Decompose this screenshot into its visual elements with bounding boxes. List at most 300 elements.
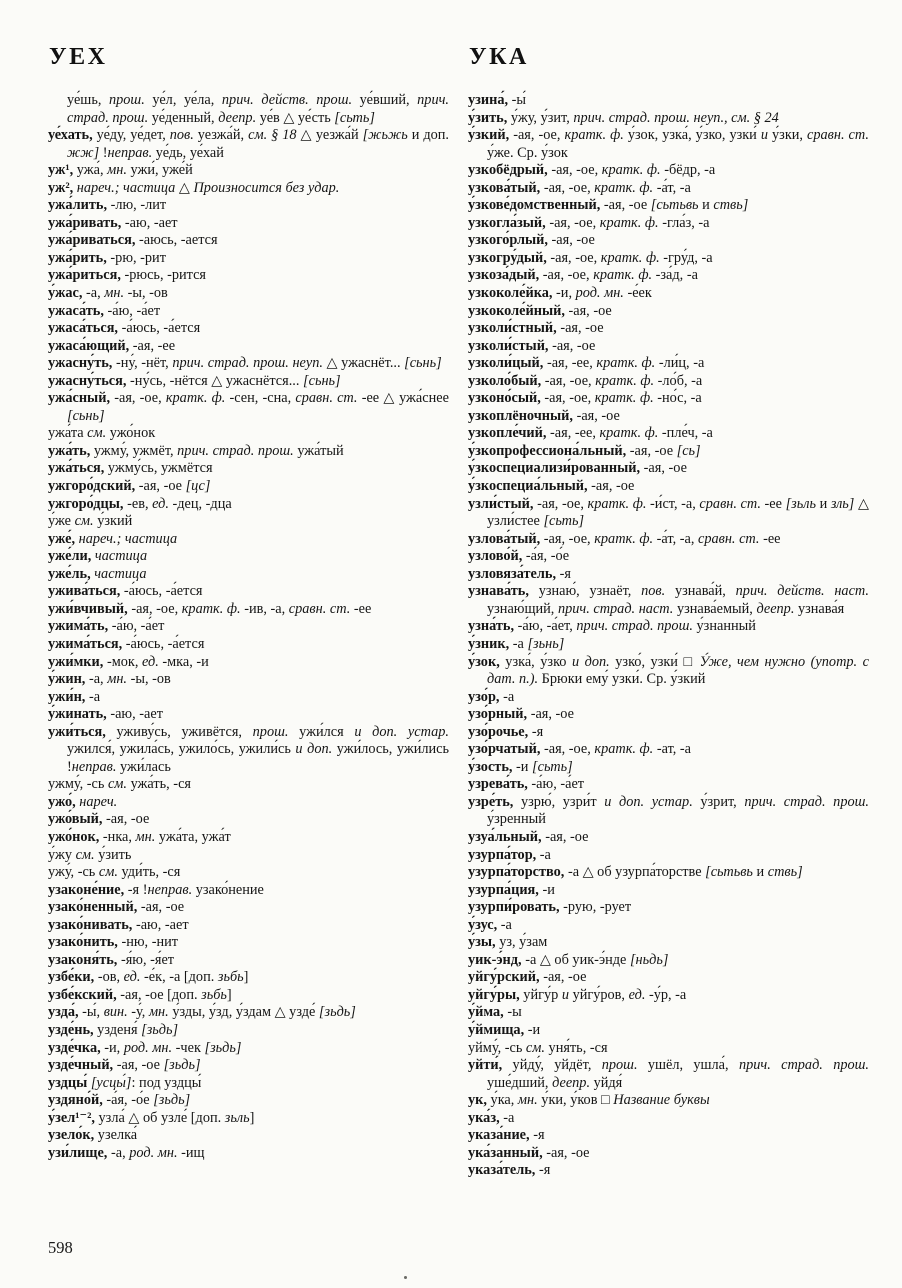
entry-text: ужу́, -сь	[48, 864, 99, 881]
dictionary-entry	[48, 180, 449, 198]
entry-text: пов.	[641, 583, 675, 600]
dictionary-entry	[468, 759, 869, 777]
dictionary-entry	[48, 92, 449, 127]
headword: у́зкове́домственный,	[468, 197, 604, 214]
dictionary-entry	[48, 917, 449, 935]
dictionary-entry	[468, 92, 869, 110]
dictionary-entry	[48, 899, 449, 917]
headword: узкобёдрый,	[468, 162, 552, 179]
headword: ужа́ться,	[48, 460, 108, 477]
entry-text: -и,	[104, 1039, 124, 1056]
running-head-left: УЕХ	[49, 44, 108, 70]
dictionary-entry	[48, 811, 449, 829]
dictionary-entry	[48, 776, 449, 794]
dictionary-entry	[468, 794, 869, 829]
entry-text: у́же. Ср. у́зок	[487, 144, 568, 161]
entry-text: ужи́лось, ужи́лись !	[67, 741, 449, 775]
dictionary-entry	[468, 355, 869, 373]
entry-text: прош.	[833, 793, 869, 810]
entry-text: уйду́, уйдёт,	[512, 1057, 602, 1074]
entry-text: кратк. ф.	[564, 127, 628, 144]
entry-text: мн.	[148, 1004, 173, 1021]
headword: узако́ненный,	[48, 899, 141, 916]
dictionary-entry	[48, 987, 449, 1005]
dictionary-entry	[48, 285, 449, 303]
entry-text: ужму́, -сь	[48, 776, 108, 793]
entry-text: мн.	[107, 671, 131, 688]
headword: ужи́мки,	[48, 653, 107, 670]
dictionary-entry	[48, 601, 449, 619]
dictionary-entry	[468, 566, 869, 584]
entry-text: -ая, -ое,	[543, 179, 595, 196]
entry-text: узнава́емый,	[676, 600, 757, 617]
entry-text: уйдя́	[593, 1074, 623, 1091]
entry-text: прич. страд. прош. неуп., см. § 24	[573, 109, 779, 126]
entry-text: -бёдр, -а	[664, 162, 716, 179]
entry-text: -аю, -ает	[124, 214, 178, 231]
dictionary-entry	[468, 1127, 869, 1145]
headword: уже́,	[48, 530, 79, 547]
entry-text: у́зки,	[772, 127, 808, 144]
dictionary-entry	[48, 1004, 449, 1022]
entry-text: уе́ду, уе́дет,	[96, 127, 170, 144]
dictionary-entry	[468, 724, 869, 742]
dictionary-entry	[48, 496, 449, 514]
entry-text: ужа́та, ужа́т	[158, 828, 231, 845]
entry-text: уня́ть, -ся	[548, 1039, 608, 1056]
entry-text: -я	[531, 723, 544, 740]
dictionary-entry	[48, 689, 449, 707]
entry-text: см.	[525, 1039, 549, 1056]
entry-text: узнаю́щий,	[487, 600, 558, 617]
entry-text: прич. действ. наст.	[735, 583, 869, 600]
headword: у́йма,	[468, 1004, 508, 1021]
dictionary-entry	[468, 741, 869, 759]
headword: ужи́н,	[48, 688, 89, 705]
entry-text: ужо́нок	[109, 425, 156, 442]
entry-text: и	[819, 495, 831, 512]
entry-text: -ая, -ое	[629, 442, 677, 459]
dictionary-entry	[468, 987, 869, 1005]
entry-text: -ая, -ое,	[544, 390, 595, 407]
entry-text: -ая, -ое	[568, 302, 612, 319]
entry-text: -ая, -ое	[530, 706, 574, 723]
headword: узнава́ть,	[468, 583, 539, 600]
headword: у́жинать,	[48, 706, 111, 723]
entry-text: и доп.	[411, 127, 450, 144]
entry-text: и доп.	[295, 741, 337, 758]
headword: у́жас,	[48, 285, 86, 302]
headword: ужаса́ть,	[48, 302, 108, 319]
entry-text: ужи́лась	[120, 758, 171, 775]
entry-text: -а́ю, -а́ет	[107, 302, 161, 319]
entry-text: кратк. ф.	[595, 372, 658, 389]
entry-text: -я	[559, 565, 571, 582]
dictionary-entry	[48, 1057, 449, 1075]
entry-text: -ая, -ое [доп.	[120, 986, 202, 1003]
headword: узаконе́ние,	[48, 881, 128, 898]
entry-text: -ая, -ое,	[544, 372, 596, 389]
entry-text: у́знанный	[696, 618, 756, 635]
entry-text: уйгу́ров,	[572, 986, 629, 1003]
entry-text: -ая, -ое,	[551, 162, 602, 179]
dictionary-entry	[468, 1004, 869, 1022]
entry-text: -ая, -ое	[116, 1057, 164, 1074]
entry-text: [жьжь	[362, 127, 412, 144]
headword: у́зок,	[468, 653, 506, 670]
entry-text: -сен, -сна,	[229, 390, 296, 407]
entry-text: [зьдь]	[318, 1004, 356, 1021]
running-head-right: УКА	[469, 44, 529, 70]
entry-text: -ив, -а,	[244, 600, 289, 617]
dictionary-entry	[468, 1057, 869, 1092]
entry-text: -рюсь, -рится	[124, 267, 206, 284]
dictionary-entry	[48, 373, 449, 391]
entry-text: -ая, -ое,	[537, 495, 588, 512]
entry-text: [зьдь]	[204, 1039, 242, 1056]
entry-text: мн.	[517, 1092, 542, 1109]
headword: уик-э́нд,	[468, 951, 526, 968]
entry-text: -а △ об уик-э́нде	[525, 951, 630, 968]
entry-text: [сьть]	[543, 513, 585, 530]
entry-text: -ее △ ужа́снее	[361, 390, 449, 407]
entry-text: кратк. ф.	[165, 390, 230, 407]
entry-text: вин.	[103, 1004, 132, 1021]
entry-text: -ая, -ое,	[543, 741, 595, 758]
dictionary-entry	[468, 110, 869, 128]
entry-text: узнаю́, узнаёт,	[538, 583, 642, 600]
headword: узаконя́ть,	[48, 951, 121, 968]
entry-text: род. мн.	[575, 285, 628, 302]
dictionary-entry	[48, 303, 449, 321]
entry-text: прош.	[108, 92, 153, 108]
entry-text: -ая, -ое,	[131, 600, 182, 617]
headword: узкоплёночный,	[468, 407, 577, 424]
dictionary-entry	[48, 338, 449, 356]
entry-text: у́зрит,	[700, 793, 745, 810]
entry-text: и	[561, 986, 573, 1003]
entry-text: сравн. ст.	[288, 600, 354, 617]
headword: узбе́ки,	[48, 969, 98, 986]
entry-text: у́зок, узка́, у́зко, узки́	[627, 127, 761, 144]
entry-text: -ищ	[181, 1144, 205, 1161]
right-column	[468, 92, 869, 1180]
headword: у́зы,	[468, 934, 500, 951]
entry-text: [сьть]	[334, 109, 375, 126]
entry-text: неправ.	[147, 881, 196, 898]
entry-text: -я	[538, 1162, 551, 1179]
entry-text: ]	[226, 986, 232, 1003]
headword: узконо́сый,	[468, 390, 545, 407]
dictionary-entry	[468, 303, 869, 321]
entry-text: -лю, -лит	[110, 197, 167, 214]
headword: ужа́лить,	[48, 197, 111, 214]
dictionary-entry	[48, 1022, 449, 1040]
entry-text: уз, у́зам	[499, 934, 548, 951]
headword: ужгоро́дский,	[48, 478, 139, 495]
headword: у́зкопрофессиона́льный,	[468, 442, 630, 459]
dictionary-entry	[468, 267, 869, 285]
dictionary-entry	[48, 531, 449, 549]
headword: узако́нивать,	[48, 916, 136, 933]
dictionary-entry	[48, 390, 449, 425]
entry-text: -ая, -ое	[591, 478, 635, 495]
dictionary-entry	[468, 548, 869, 566]
dictionary-entry	[468, 478, 869, 496]
entry-text: кратк. ф.	[599, 425, 662, 442]
entry-text: -а,	[110, 1144, 130, 1161]
headword: ужасну́ть,	[48, 355, 116, 372]
entry-text: -ая, -ое,	[550, 249, 601, 266]
headword: указа́тель,	[468, 1162, 539, 1179]
entry-text: -ли́ц, -а	[658, 355, 705, 372]
entry-text: -ы	[507, 1004, 522, 1021]
headword: узда́,	[48, 1004, 83, 1021]
entry-text: -гру́д, -а	[663, 249, 713, 266]
headword: уздцы́	[48, 1074, 91, 1091]
entry-text: и	[756, 864, 768, 881]
entry-text: [цс]	[185, 478, 211, 495]
dictionary-entry	[468, 127, 869, 162]
dictionary-entry	[468, 460, 869, 478]
headword: уж²,	[48, 179, 77, 196]
headword: узколи́стый,	[468, 337, 553, 354]
dictionary-entry	[468, 952, 869, 970]
entry-text: нареч.; частица	[78, 530, 178, 547]
entry-text: ужа́ть, -ся	[130, 776, 191, 793]
entry-text: [зьдь]	[141, 1021, 179, 1038]
entry-text: -а́юсь, -а́ется	[121, 320, 201, 337]
entry-text: род. мн.	[129, 1144, 182, 1161]
dictionary-entry	[468, 1162, 869, 1180]
entry-text: узко́, узки́ □	[615, 653, 700, 670]
headword: узловяза́тель,	[468, 565, 560, 582]
headword: ужо́вый,	[48, 811, 107, 828]
entry-text: и доп. устар.	[604, 793, 701, 810]
dictionary-entry	[468, 338, 869, 356]
entry-text: ужму́сь, ужмётся	[107, 460, 213, 477]
entry-text: узденя́	[97, 1021, 142, 1038]
entry-text: уе́дь, уе́хай	[155, 144, 224, 161]
dictionary-entry	[48, 1145, 449, 1163]
dictionary-entry	[48, 320, 449, 338]
entry-text: кратк. ф.	[596, 355, 659, 372]
entry-text: -а,	[88, 671, 108, 688]
entry-text: уе́в △ уе́сть	[259, 109, 335, 126]
entry-text: ед.	[142, 653, 163, 670]
entry-text: ед.	[628, 986, 649, 1003]
entry-text: узка́, у́зко	[505, 653, 572, 670]
dictionary-entry	[468, 864, 869, 882]
dictionary-entry	[468, 425, 869, 443]
entry-text: ед.	[123, 969, 145, 986]
headword: узо́рочье,	[468, 723, 532, 740]
entry-text: -нка,	[102, 828, 136, 845]
headword: узо́рчатый,	[468, 741, 544, 758]
headword: ужо́нок,	[48, 828, 103, 845]
entry-text: -ая, -ое,	[114, 390, 166, 407]
headword: узурпа́торство,	[468, 864, 568, 881]
entry-text: -а	[512, 635, 528, 652]
entry-text: сравн. ст.	[699, 495, 765, 512]
dictionary-entry	[48, 882, 449, 900]
headword: узколи́цый,	[468, 355, 547, 372]
entry-text: см. § 18	[248, 127, 301, 144]
entry-text: [сьть]	[532, 758, 573, 775]
headword: уже́ли,	[48, 548, 95, 565]
headword: узна́ть,	[468, 618, 518, 635]
entry-text: -ы́,	[82, 1004, 104, 1021]
headword: уйти́,	[468, 1057, 513, 1074]
headword: узкова́тый,	[468, 179, 544, 196]
dictionary-entry	[48, 425, 449, 443]
headword: ужасну́ться,	[48, 372, 131, 389]
entry-text: -мок,	[106, 653, 142, 670]
dictionary-entry	[468, 408, 869, 426]
dictionary-entry	[468, 1022, 869, 1040]
entry-text: ушёл, ушла́,	[647, 1057, 739, 1074]
entry-text: узрю́, узри́т	[520, 793, 605, 810]
entry-text: уе́шь,	[67, 92, 109, 108]
headword: уздяно́й,	[48, 1092, 107, 1109]
entry-text: прич. страд.	[744, 793, 834, 810]
entry-text: : под уздцы́	[131, 1074, 202, 1091]
entry-text: -ая, -ое	[560, 320, 604, 337]
entry-text: сравн. ст.	[807, 127, 869, 144]
headword: ука́з,	[468, 1109, 504, 1126]
dictionary-entry	[48, 215, 449, 233]
entry-text: нареч.; частица	[76, 179, 179, 196]
entry-text: -а́т, -а,	[656, 530, 698, 547]
dictionary-entry	[468, 618, 869, 636]
entry-text: узнава́й,	[674, 583, 736, 600]
entry-text: у́зкий	[97, 513, 133, 530]
dictionary-entry	[468, 636, 869, 654]
entry-text: -ая, -ое,	[549, 214, 600, 231]
entry-text: [сь]	[676, 442, 701, 459]
dictionary-entry	[468, 531, 869, 549]
headword: у́зник,	[468, 635, 513, 652]
entry-text: Произносится без удар.	[193, 179, 340, 196]
entry-text: уезжа́й,	[197, 127, 249, 144]
entry-text: -ы, -ов	[130, 671, 171, 688]
dictionary-entry	[48, 1092, 449, 1110]
dictionary-entry	[48, 1040, 449, 1058]
headword: у́зкоспециа́льный,	[468, 478, 592, 495]
entry-text: -ая, -ое	[106, 811, 150, 828]
entry-text: -рю, -рит	[110, 249, 166, 266]
headword: узде́чный,	[48, 1057, 117, 1074]
dictionary-entry	[48, 969, 449, 987]
entry-text: у́жу, у́зит,	[510, 109, 574, 126]
entry-text: -ов,	[97, 969, 124, 986]
entry-text: жж]	[67, 144, 103, 161]
entry-text: уе́денный,	[151, 109, 219, 126]
headword: узако́нить,	[48, 934, 122, 951]
entry-text: уйму́, -сь	[468, 1039, 526, 1056]
entry-text: прич. страд. прош.	[67, 92, 449, 126]
entry-text: -е́ек	[627, 285, 652, 302]
entry-text: -а	[88, 688, 101, 705]
entry-text: кратк. ф.	[593, 267, 656, 284]
entry-text: -а́ю, -а́ет,	[517, 618, 577, 635]
entry-text: -ая, -ее,	[546, 355, 597, 372]
entry-text: -у́,	[131, 1004, 149, 1021]
entry-text: -у́р, -а	[648, 986, 687, 1003]
entry-text: ]	[249, 1109, 255, 1126]
entry-text: △ ужаснёт...	[326, 355, 405, 372]
entry-text: !	[102, 144, 108, 161]
entry-text: -но́с, -а	[657, 390, 702, 407]
entry-text: у́ка,	[490, 1092, 518, 1109]
entry-text: -а́ю, -а́ет	[111, 618, 165, 635]
entry-text: у́жу	[48, 846, 76, 863]
headword: у́зел¹⁻²,	[48, 1109, 99, 1126]
entry-text: см.	[74, 513, 98, 530]
entry-text: и доп.	[571, 653, 616, 670]
entry-text: -ат, -а	[656, 741, 692, 758]
dictionary-entry	[468, 320, 869, 338]
dictionary-entry	[48, 706, 449, 724]
entry-text: -а	[503, 688, 515, 705]
entry-text: и	[702, 197, 714, 214]
headword: узкоколе́йка,	[468, 285, 557, 302]
entry-text: у́зды, у́зд, у́здам △ узде́	[172, 1004, 319, 1021]
headword: указа́ние,	[468, 1127, 534, 1144]
dictionary-entry	[468, 215, 869, 233]
entry-text: -ая, -ее,	[550, 425, 600, 442]
dictionary-entry	[48, 934, 449, 952]
headword: узо́рный,	[468, 706, 531, 723]
entry-text: кратк. ф.	[181, 600, 245, 617]
dictionary-entry	[468, 934, 869, 952]
entry-text: прош.	[601, 1057, 648, 1074]
entry-text: -ая, -ое,	[542, 267, 594, 284]
entry-text: -дец, -дца	[172, 495, 232, 512]
dictionary-entry	[48, 197, 449, 215]
entry-text: -рую, -рует	[563, 899, 632, 916]
entry-text: -а́юсь, -а́ется	[125, 635, 205, 652]
entry-text: -а́ю, -а́ет	[531, 776, 585, 793]
entry-text: зль]	[830, 495, 858, 512]
dictionary-entry	[48, 443, 449, 461]
headword: узурпа́тор,	[468, 846, 540, 863]
entry-text: см.	[87, 425, 110, 442]
entry-text: -аю, -ает	[135, 916, 189, 933]
headword: ужаса́ться,	[48, 320, 122, 337]
entry-text: -а	[539, 846, 551, 863]
entry-text: ужа́та	[48, 425, 88, 442]
headword: узколо́бый,	[468, 372, 545, 389]
entry-text: у́зренный	[487, 811, 546, 828]
headword: ужива́ться,	[48, 583, 124, 600]
entry-text: кратк. ф.	[600, 249, 664, 266]
entry-text: [сьнь]	[67, 407, 105, 424]
dictionary-entry	[468, 654, 869, 689]
entry-text: -ая, -ее	[132, 337, 176, 354]
dictionary-entry	[48, 724, 449, 777]
entry-text: -ая, -ое	[546, 1144, 590, 1161]
dictionary-entry	[468, 829, 869, 847]
headword: ужима́ть,	[48, 618, 112, 635]
entry-text: деепр.	[552, 1074, 594, 1091]
entry-text: -ая, -ое	[643, 460, 687, 477]
headword: у́зость,	[468, 758, 517, 775]
dictionary-entry	[468, 847, 869, 865]
entry-text: -ню, -нит	[121, 934, 179, 951]
dictionary-entry	[468, 180, 869, 198]
dictionary-entry	[468, 882, 869, 900]
